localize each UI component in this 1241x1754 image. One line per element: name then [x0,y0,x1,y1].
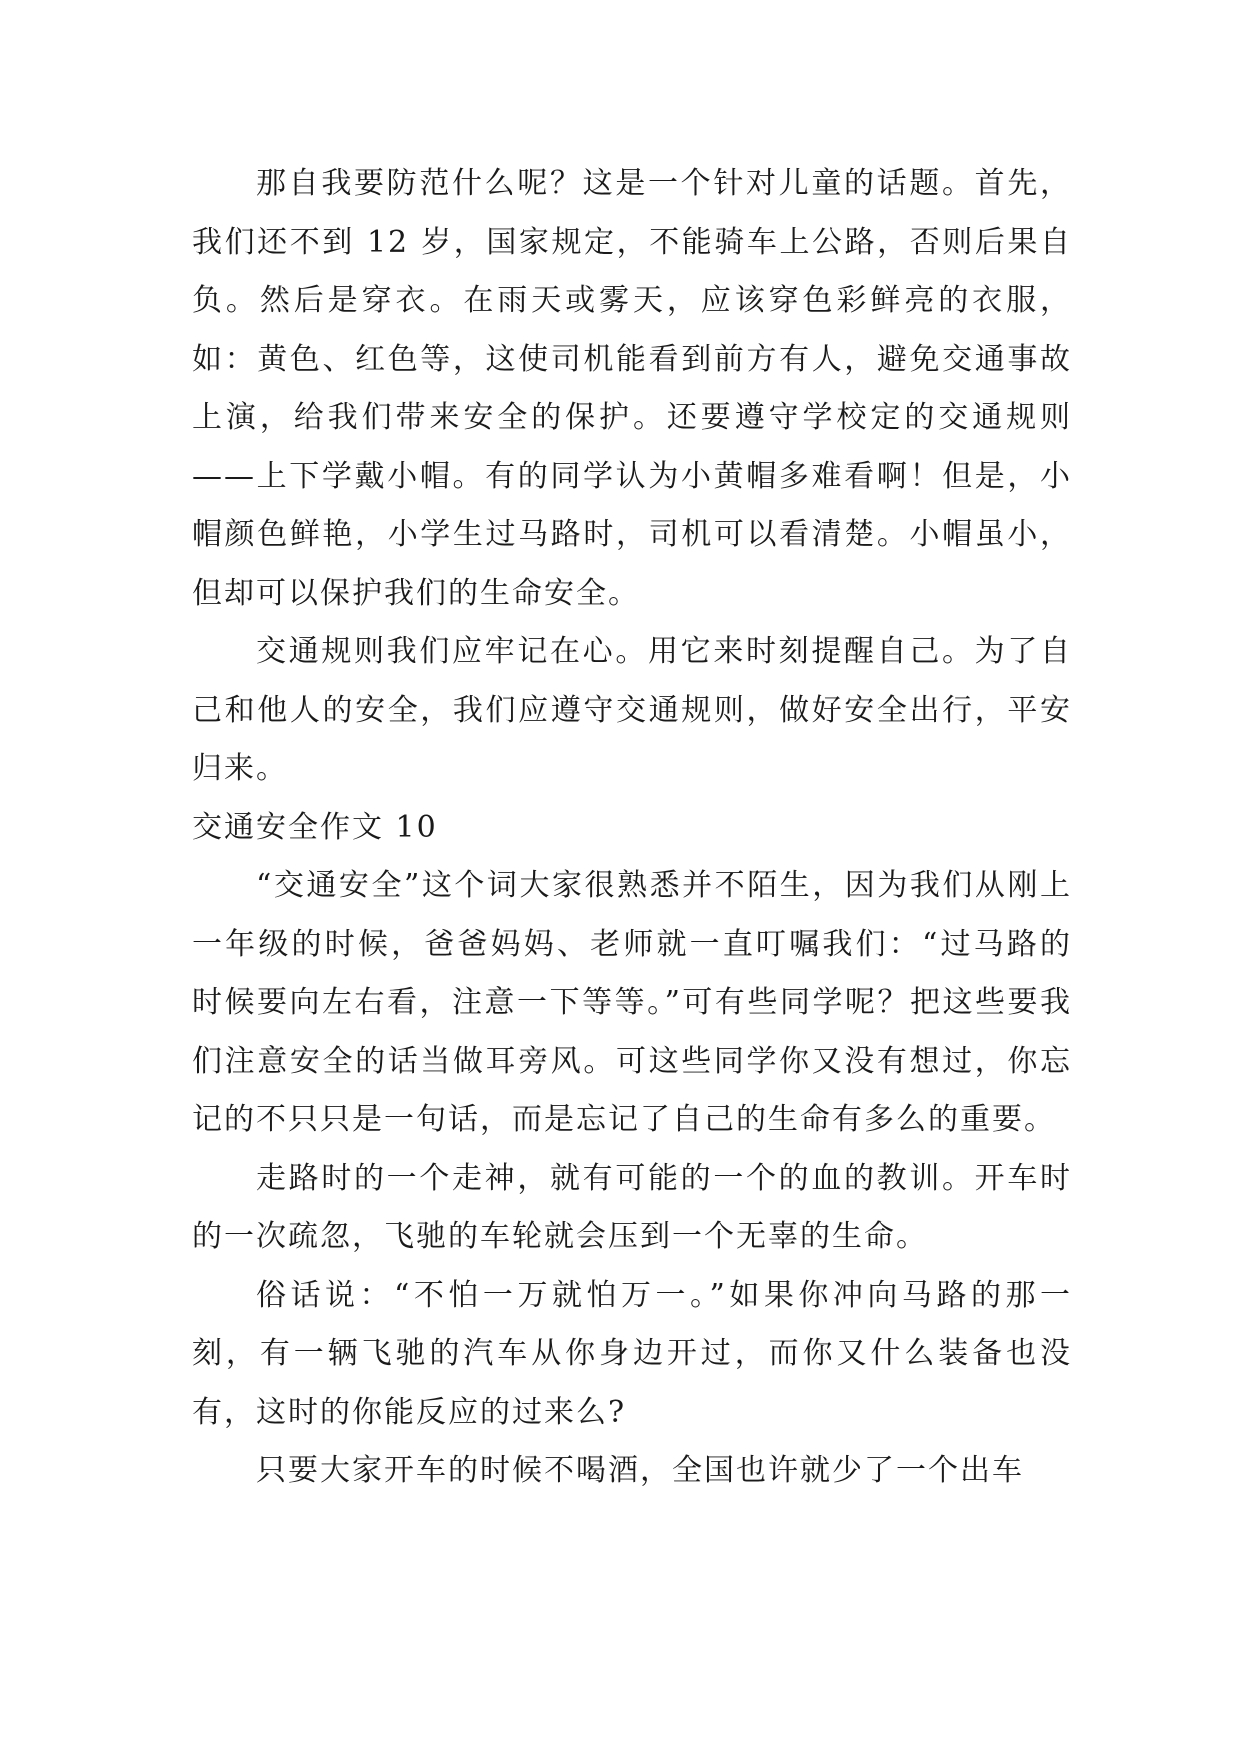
paragraph-traffic-safety-intro: “交通安全”这个词大家很熟悉并不陌生，因为我们从刚上一年级的时候，爸爸妈妈、老师就一直叮嘱我们：“过马路的时候要向左右看，注意一下等等。”可有些同学呢？把这些要我们注意安全的话当做耳旁风。可这些同学你又没有想过，你忘记的不只只是一句话，而是忘记了自己的生命有多么的重要。 [192,868,1072,1137]
paragraph-drinking: 只要大家开车的时候不喝酒，全国也许就少了一个出车 [256,1453,1024,1488]
document-body [192,155,1072,1501]
section-heading: 交通安全作文 10 [192,809,438,845]
paragraph-self-protection: 那自我要防范什么呢？这是一个针对儿童的话题。首先，我们还不到 12 岁，国家规定，不能骑车上公路，否则后果自负。然后是穿衣。在雨天或雾天，应该穿色彩鲜亮的衣服，如：黄色、红色等，这使司机能看到前方有人，避免交通事故上演，给我们带来安全的保护。还要遵守学校定的交通规则——上下学戴小帽。有的同学认为小黄帽多难看啊！但是，小帽颜色鲜艳，小学生过马路时，司机可以看清楚。小帽虽小，但却可以保护我们的生命安全。 [192,166,1072,611]
paragraph-proverb: 俗话说：“不怕一万就怕万一。”如果你冲向马路的那一刻，有一辆飞驰的汽车从你身边开过，而你又什么装备也没有，这时的你能反应的过来么? [192,1277,1072,1430]
paragraph-remember-rules: 交通规则我们应牢记在心。用它来时刻提醒自己。为了自己和他人的安全，我们应遵守交通规则，做好安全出行，平安归来。 [192,634,1072,786]
paragraph-distraction: 走路时的一个走神，就有可能的一个的血的教训。开车时的一次疏忽，飞驰的车轮就会压到一个无辜的生命。 [192,1160,1072,1254]
